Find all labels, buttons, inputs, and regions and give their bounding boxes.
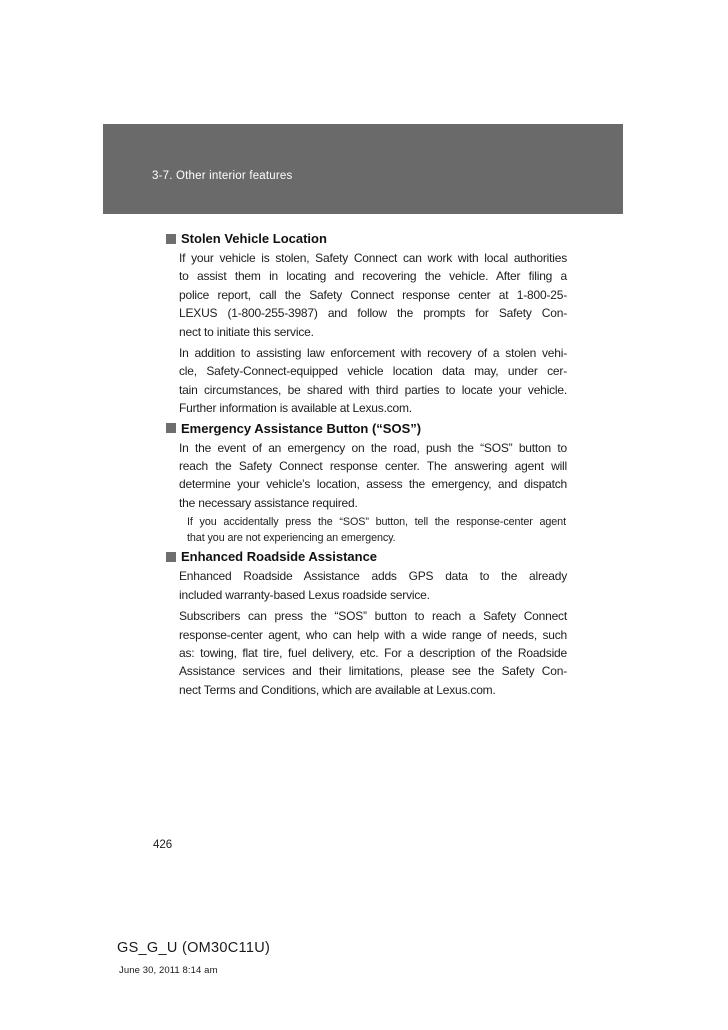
page-number: 426 [153,839,173,851]
content-sections [166,231,567,702]
text-line: In the event of an emergency on the road, push the “SOS” button to [179,440,567,455]
text-line: as: towing, flat tire, fuel delivery, etc. For a description of the Roadside [179,645,567,660]
document-code: GS_G_U (OM30C11U) [117,940,271,956]
text-line: Assistance services and their limitations, please see the Safety Con- [179,664,567,679]
text-line: determine your vehicle’s location, assess the emergency, and dispatch [179,477,567,492]
manual-section [166,549,567,699]
text-line: Further information is available at Lexus.com. [179,401,412,416]
text-line: LEXUS (1-800-255-3987) and follow the prompts for Safety Con- [179,306,567,321]
text-line: If your vehicle is stolen, Safety Connect can work with local authorities [179,251,567,265]
section-heading [166,231,567,246]
section-heading [166,549,567,564]
note-block [187,515,566,546]
text-line: cle, Safety-Connect-equipped vehicle location data may, under cer- [179,364,567,379]
text-line: Enhanced Roadside Assistance adds GPS data to the already [179,569,567,584]
breadcrumb: 3-7. Other interior features [152,170,293,182]
text-line: reach the Safety Connect response center. The answering agent will [179,459,567,474]
print-timestamp: June 30, 2011 8:14 am [119,965,218,976]
text-line: Subscribers can press the “SOS” button to reach a Safety Connect [179,609,567,624]
paragraph [179,344,567,418]
paragraph [179,249,567,341]
text-line: If you accidentally press the “SOS” button, tell the response-center agent [187,516,566,529]
chapter-header-bar [103,124,623,214]
text-line: nect to initiate this service. [179,324,314,339]
text-line: included warranty-based Lexus roadside service. [179,587,430,602]
paragraph [179,439,567,513]
text-line: response-center agent, who can help with a wide range of needs, such [179,627,567,642]
section-heading-label: Emergency Assistance Button (“SOS”) [181,420,422,436]
text-line: that you are not experiencing an emergency. [187,531,396,544]
paragraph [179,567,567,604]
square-bullet-icon [166,552,176,562]
text-line: nect Terms and Conditions, which are available at Lexus.com. [179,682,496,697]
square-bullet-icon [166,423,176,433]
paragraph [179,607,567,699]
text-line: to assist them in locating and recovering the vehicle. After filing a [179,269,567,284]
section-heading [166,421,567,436]
manual-section [166,421,567,547]
section-heading-label: Enhanced Roadside Assistance [181,549,378,565]
section-heading-label: Stolen Vehicle Location [181,231,327,246]
square-bullet-icon [166,234,176,244]
text-line: In addition to assisting law enforcement with recovery of a stolen vehi- [179,346,567,361]
text-line: the necessary assistance required. [179,495,358,510]
text-line: police report, call the Safety Connect response center at 1-800-25- [179,287,567,302]
text-line: tain circumstances, be shared with third parties to locate your vehicle. [179,382,567,397]
manual-section [166,231,567,418]
